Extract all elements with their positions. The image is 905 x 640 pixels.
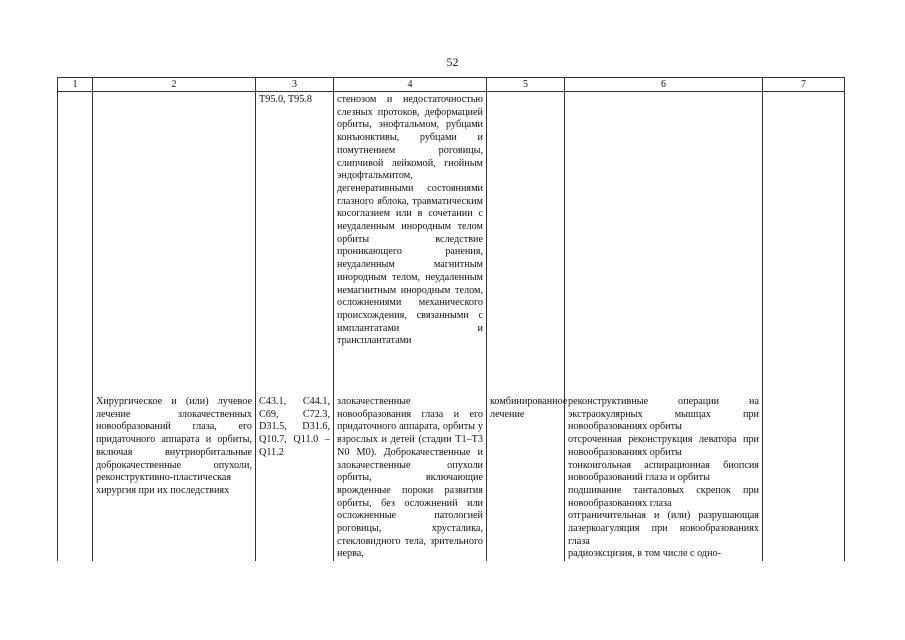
page-number: 52 — [446, 55, 459, 69]
treatment-methods-cell — [565, 392, 763, 561]
diagnosis-cell: злокачественные новообразования глаза и его придаточного аппарата, орбиты у взрослых и детей (стадии T1–T3 N0 M0). Доброкачественные и злокачественные опухоли орбиты, включающие врожденные пороки развития орбиты, без осложнений или осложненные патологией роговицы, хрусталика, стекловидного тела, зрительного нерва, — [334, 392, 487, 561]
table-row — [58, 392, 845, 561]
list-item: отграничительная и (или) разрушающая лазеркоагуляция при новообразованиях глаза — [568, 510, 759, 547]
list-item: радиоэксцизия, в том числе с одно- — [568, 548, 722, 560]
column-header-2: 2 — [93, 78, 256, 92]
table-cell — [58, 92, 93, 393]
care-type-cell: Хирургическое и (или) лучевое лечение злокачественных новообразований глаза, его придаточного аппарата и орбиты, включая внутриорбитальные доброкачественные опухоли, реконструктивно-пластическая хирургия при их последствиях — [93, 392, 256, 561]
table-cell — [763, 92, 845, 393]
column-header-1: 1 — [58, 78, 93, 92]
table-cell — [763, 392, 845, 561]
table-cell — [58, 392, 93, 561]
column-header-4: 4 — [334, 78, 487, 92]
column-header-7: 7 — [763, 78, 845, 92]
procedures-table — [57, 77, 845, 561]
column-number-row — [58, 78, 845, 92]
diagnosis-cell: стенозом и недостаточностью слезных протоков, деформацией орбиты, энофтальмом, рубцами конъюнктивы, рубцами и помутнением роговицы, слипчивой лейкомой, гнойным эндофтальмитом, дегенеративными состояниями глазного яблока, травматическим косоглазием или в сочетании с неудаленным инородным телом орбиты вследствие проникающего ранения, неудаленным магнитным инородным телом, неудаленным немагнитным инородным телом, осложнениями механического происхождения, связанными с имплантатами и трансплантатами — [334, 92, 487, 393]
list-item: отсроченная реконструкция леватора при новообразованиях орбиты — [568, 434, 759, 458]
table-row — [58, 92, 845, 393]
table-cell — [565, 92, 763, 393]
table-cell — [487, 92, 565, 393]
list-item: тонкоигольная аспирационная биопсия новообразований глаза и орбиты — [568, 459, 759, 484]
column-header-3: 3 — [256, 78, 334, 92]
icd-codes-cell: C43.1, C44.1, C69, C72.3, D31.5, D31.6, Q10.7, Q11.0 – Q11.2 — [256, 392, 334, 561]
icd-codes-cell: T95.0, T95.8 — [256, 92, 334, 393]
column-header-6: 6 — [565, 78, 763, 92]
table-cell — [93, 92, 256, 393]
list-item: подшивание танталовых скрепок при новообразованиях глаза — [568, 484, 759, 509]
column-header-5: 5 — [487, 78, 565, 92]
list-item: реконструктивные операции на экстраокулярных мышцах при новообразованиях орбиты — [568, 396, 759, 433]
treatment-type-cell: комбинированное лечение — [487, 392, 565, 561]
